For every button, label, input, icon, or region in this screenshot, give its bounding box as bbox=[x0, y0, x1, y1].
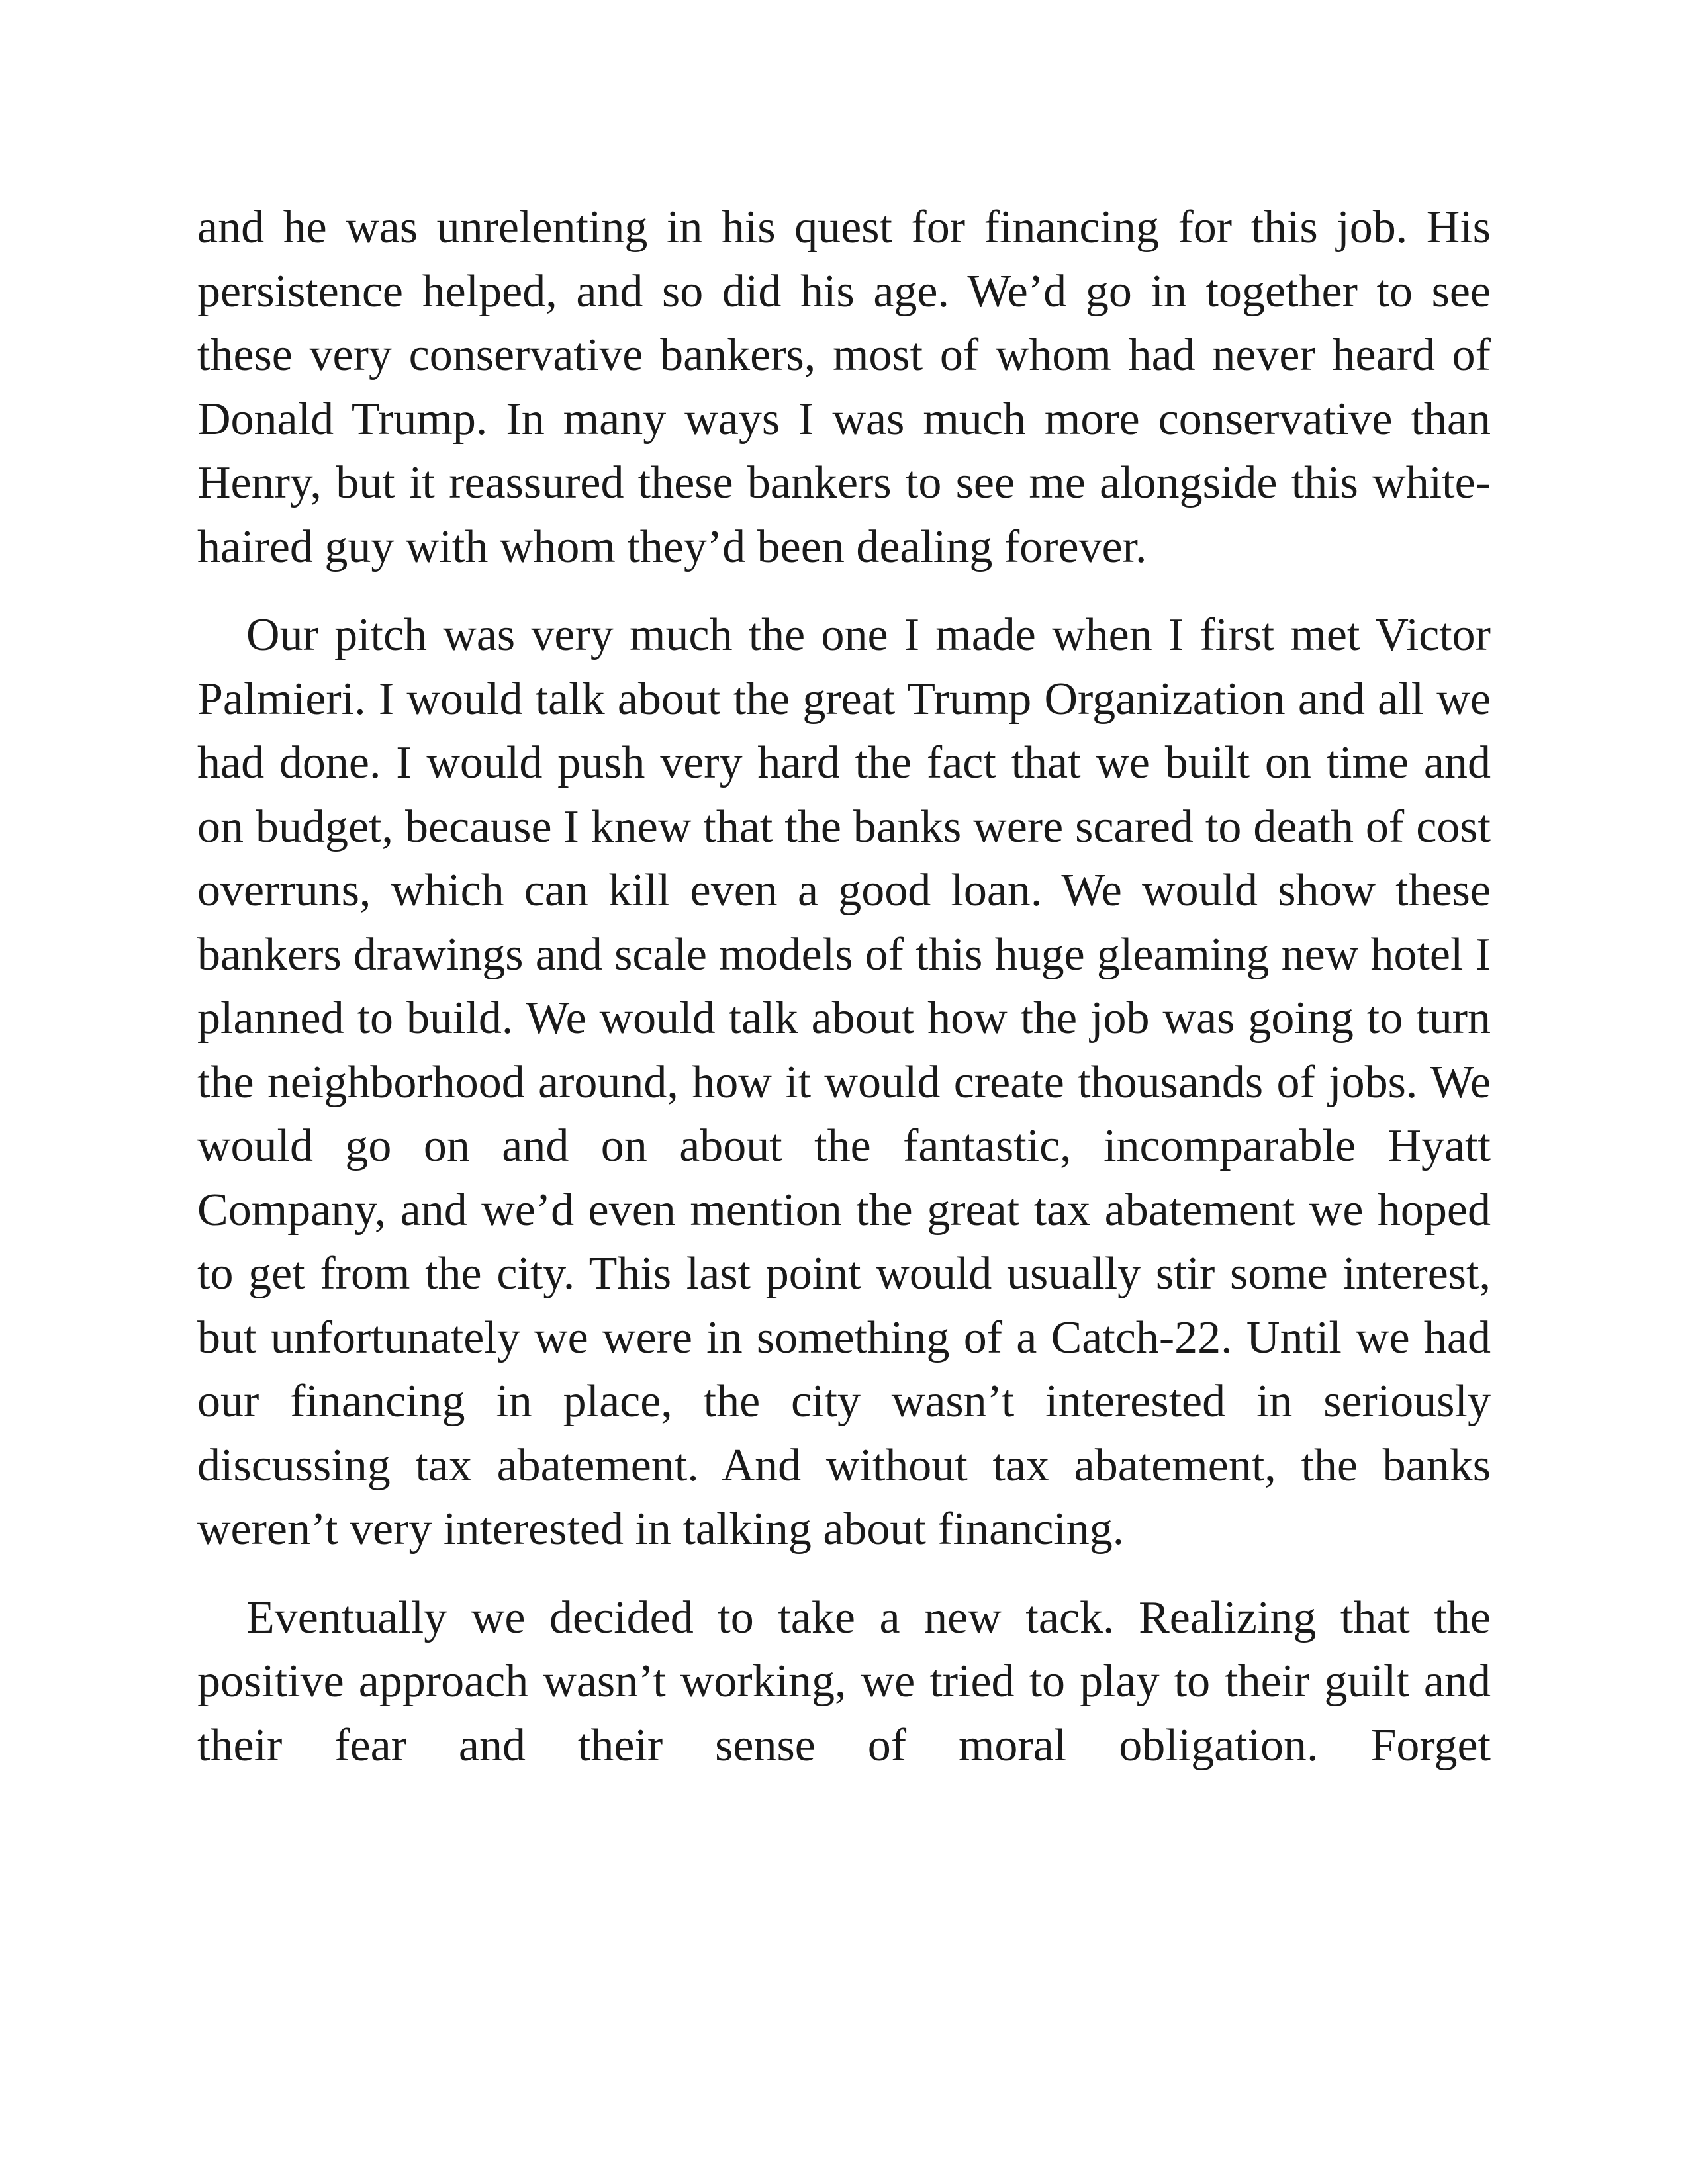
paragraph-continuation: and he was unrelenting in his quest for financing for this job. His persistence helped, and so did his age. We’d go in together to see these very conservative bankers, most of whom had never heard of Donald Trump. In many ways I was much more conservative than Henry, but it reassured these bankers to see me alongside this white-haired guy with whom they’d been dealing forever. bbox=[197, 202, 1491, 572]
book-page bbox=[197, 196, 1491, 1983]
paragraph-pitch: Our pitch was very much the one I made when I first met Victor Palmieri. I would talk about the great Trump Organization and all we had done. I would push very hard the fact that we built on time and on budget, because I knew that the banks were scared to death of cost overruns, which can kill even a good loan. We would show these bankers drawings and scale models of this huge gleaming new hotel I planned to build. We would talk about how the job was going to turn the neighborhood around, how it would create thousands of jobs. We would go on and on about the fantastic, incomparable Hyatt Company, and we’d even mention the great tax abatement we hoped to get from the city. This last point would usually stir some interest, but unfortunately we were in something of a Catch-22. Until we had our financing in place, the city wasn’t interested in seriously discussing tax abatement. And without tax abatement, the banks weren’t very interested in talking about financing. bbox=[197, 610, 1491, 1555]
paragraph-new-tack: Eventually we decided to take a new tack. Realizing that the positive approach wasn’t working, we tried to play to their guilt and their fear and their sense of moral obligation. Forget bbox=[197, 1592, 1491, 1771]
